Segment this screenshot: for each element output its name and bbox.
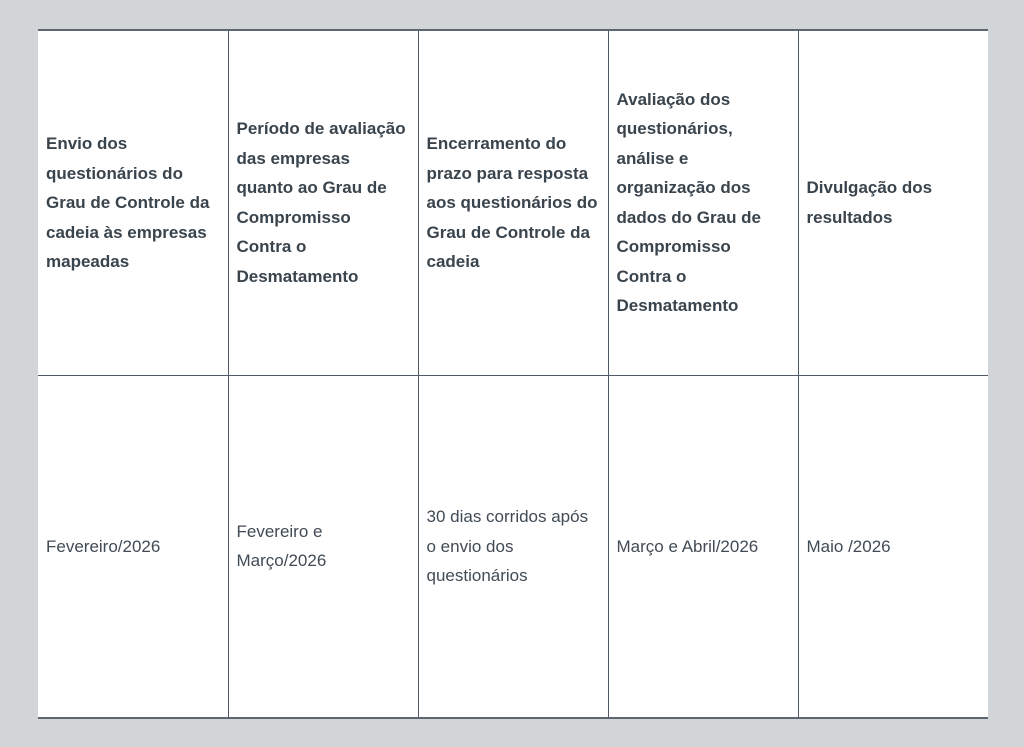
header-cell-send-questionnaires xyxy=(38,31,228,375)
header-text: Avaliação dos questionários, análise e organização dos dados do Grau de Compromisso Contra o Desmatamento xyxy=(616,89,762,316)
timeline-card xyxy=(38,29,988,719)
date-cell xyxy=(608,375,798,717)
date-cell xyxy=(38,375,228,717)
date-cell xyxy=(798,375,988,717)
header-text: Período de avaliação das empresas quanto ao Grau de Compromisso Contra o Desmatamento xyxy=(236,119,406,286)
header-text: Divulgação dos resultados xyxy=(806,178,933,227)
date-text: Fevereiro e Março/2026 xyxy=(236,521,327,571)
date-text: 30 dias corridos após o envio dos questionários xyxy=(426,507,589,585)
date-row xyxy=(38,375,988,717)
header-row xyxy=(38,31,988,375)
timeline-table xyxy=(38,31,988,717)
date-cell xyxy=(228,375,418,717)
date-cell xyxy=(418,375,608,717)
date-text: Março e Abril/2026 xyxy=(616,536,759,556)
header-text: Encerramento do prazo para resposta aos questionários do Grau de Controle da cadeia xyxy=(426,134,598,271)
date-text: Maio /2026 xyxy=(806,536,891,556)
date-text: Fevereiro/2026 xyxy=(46,536,161,556)
header-cell-results xyxy=(798,31,988,375)
header-cell-deadline-closure xyxy=(418,31,608,375)
header-text: Envio dos questionários do Grau de Controle da cadeia às empresas mapeadas xyxy=(46,134,210,271)
header-cell-evaluation-period xyxy=(228,31,418,375)
header-cell-analysis xyxy=(608,31,798,375)
